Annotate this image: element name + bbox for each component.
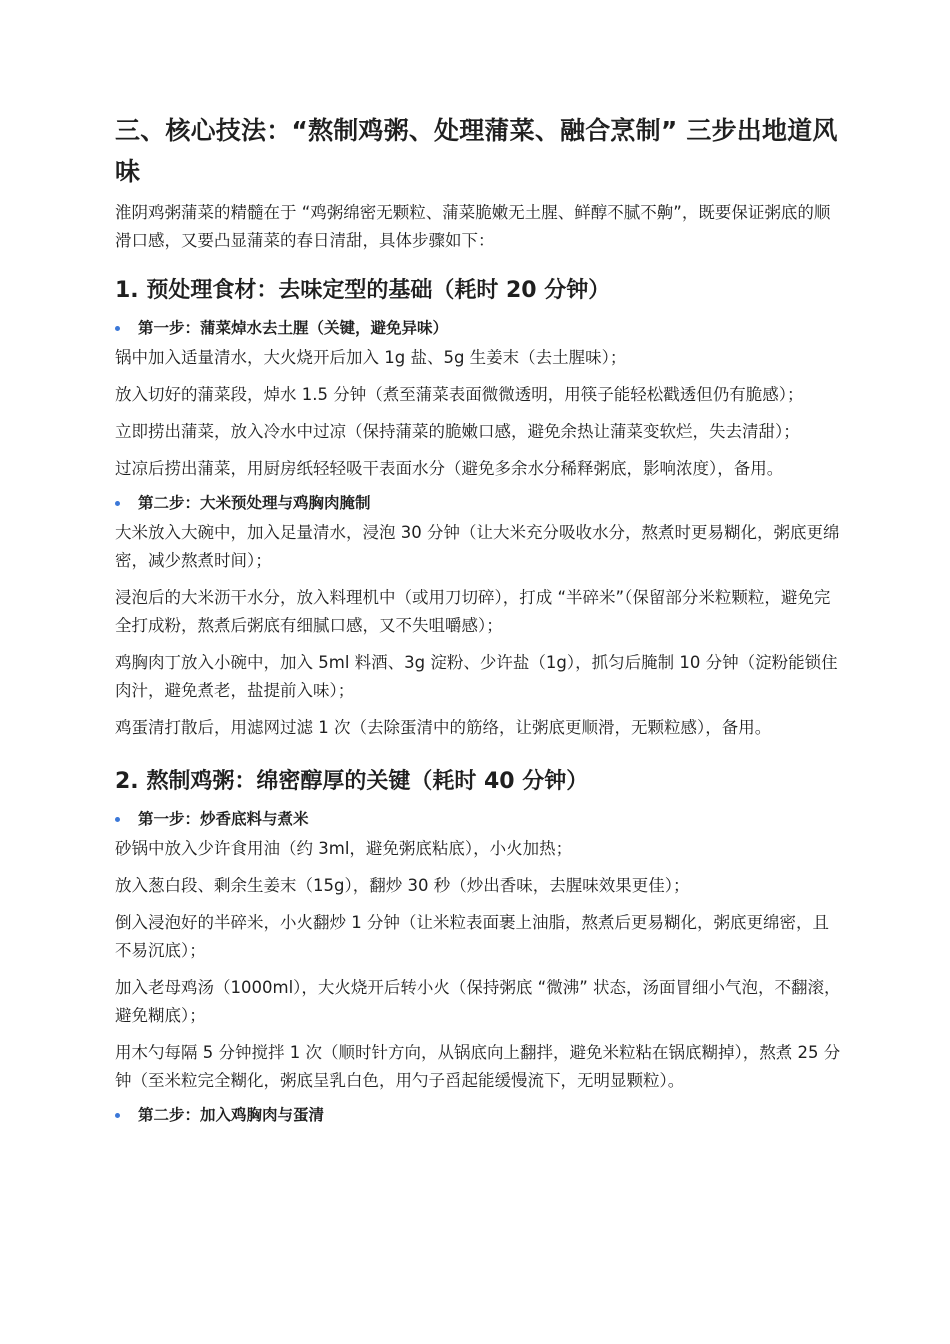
- bullet-dot-icon: [115, 817, 120, 822]
- step-item: 立即捞出蒲菜，放入冷水中过凉（保持蒲菜的脆嫩口感，避免余热让蒲菜变软烂，失去清甜）；: [115, 422, 800, 441]
- subsection-1-title: 1. 预处理食材：去味定型的基础（耗时 20 分钟）: [115, 278, 611, 303]
- step-item: 鸡蛋清打散后，用滤网过滤 1 次（去除蛋清中的筋络，让粥底更顺滑，无颗粒感），备用。: [115, 718, 772, 737]
- step-heading: [115, 317, 845, 339]
- step-item: 大米放入大碗中，加入足量清水，浸泡 30 分钟（让大米充分吸收水分，熬煮时更易糊化，粥底更绵密，减少熬煮时间）；: [115, 523, 840, 570]
- step-heading: [115, 808, 845, 830]
- step-heading: [115, 1104, 845, 1126]
- step-item: 放入葱白段、剩余生姜末（15g），翻炒 30 秒（炒出香味，去腥味效果更佳）；: [115, 876, 690, 895]
- document-page: [115, 110, 845, 1131]
- step-item: 加入老母鸡汤（1000ml），大火烧开后转小火（保持粥底 “微沸” 状态，汤面冒细小气泡，不翻滚，避免糊底）；: [115, 978, 841, 1025]
- step-item: 过凉后捞出蒲菜，用厨房纸轻轻吸干表面水分（避免多余水分稀释粥底，影响浓度），备用。: [115, 459, 784, 478]
- step-item: 放入切好的蒲菜段，焯水 1.5 分钟（煮至蒲菜表面微微透明，用筷子能轻松戳透但仍有脆感）；: [115, 385, 804, 404]
- step-title: 第二步：大米预处理与鸡胸肉腌制: [138, 494, 371, 512]
- step-item: 砂锅中放入少许食用油（约 3ml，避免粥底粘底），小火加热；: [115, 839, 573, 858]
- step-title: 第一步：蒲菜焯水去土腥（关键，避免异味）: [138, 319, 449, 337]
- step-item: 用木勺每隔 5 分钟搅拌 1 次（顺时针方向，从锅底向上翻拌，避免米粒粘在锅底糊掉），熬煮 25 分钟（至米粒完全糊化，粥底呈乳白色，用勺子舀起能缓慢流下，无明显颗粒）。: [115, 1043, 841, 1090]
- section-title: 三、核心技法：“熬制鸡粥、处理蒲菜、融合烹制” 三步出地道风味: [115, 116, 838, 186]
- step-item: 鸡胸肉丁放入小碗中，加入 5ml 料酒、3g 淀粉、少许盐（1g），抓匀后腌制 10 分钟（淀粉能锁住肉汁，避免煮老，盐提前入味）；: [115, 653, 838, 700]
- bullet-dot-icon: [115, 1113, 120, 1118]
- bullet-dot-icon: [115, 326, 120, 331]
- intro-paragraph: 淮阴鸡粥蒲菜的精髓在于 “鸡粥绵密无颗粒、蒲菜脆嫩无土腥、鲜醇不腻不齁”，既要保证粥底的顺滑口感，又要凸显蒲菜的春日清甜，具体步骤如下：: [115, 203, 831, 250]
- subsection-2-title: 2. 熬制鸡粥：绵密醇厚的关键（耗时 40 分钟）: [115, 769, 589, 794]
- step-item: 锅中加入适量清水，大火烧开后加入 1g 盐、5g 生姜末（去土腥味）；: [115, 348, 627, 367]
- step-title: 第一步：炒香底料与煮米: [138, 810, 309, 828]
- step-item: 倒入浸泡好的半碎米，小火翻炒 1 分钟（让米粒表面裹上油脂，熬煮后更易糊化，粥底更绵密，且不易沉底）；: [115, 913, 829, 960]
- step-item: 浸泡后的大米沥干水分，放入料理机中（或用刀切碎），打成 “半碎米”（保留部分米粒颗粒，避免完全打成粉，熬煮后粥底有细腻口感，又不失咀嚼感）；: [115, 588, 831, 635]
- step-heading: [115, 492, 845, 514]
- bullet-dot-icon: [115, 501, 120, 506]
- step-title: 第二步：加入鸡胸肉与蛋清: [138, 1106, 325, 1124]
